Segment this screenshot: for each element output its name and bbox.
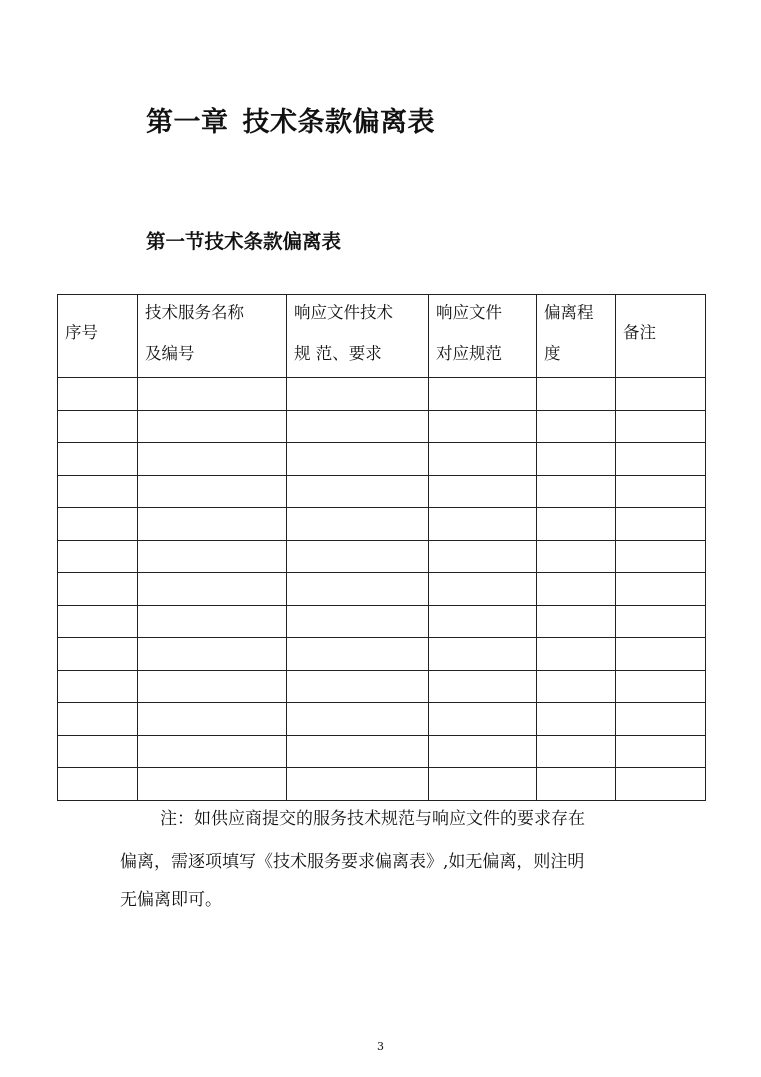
table-cell[interactable] bbox=[616, 378, 706, 411]
table-row bbox=[58, 735, 706, 768]
table-cell[interactable] bbox=[429, 703, 537, 736]
table-cell[interactable] bbox=[58, 638, 138, 671]
table-cell[interactable] bbox=[537, 670, 616, 703]
table-cell[interactable] bbox=[616, 703, 706, 736]
table-cell[interactable] bbox=[429, 605, 537, 638]
header-corresponding-spec: 响应文件 对应规范 bbox=[429, 295, 537, 378]
table-cell[interactable] bbox=[287, 605, 429, 638]
table-cell[interactable] bbox=[287, 443, 429, 476]
table-cell[interactable] bbox=[616, 540, 706, 573]
table-cell[interactable] bbox=[138, 573, 287, 606]
table-cell[interactable] bbox=[537, 605, 616, 638]
table-cell[interactable] bbox=[616, 475, 706, 508]
table-cell[interactable] bbox=[429, 638, 537, 671]
table-cell[interactable] bbox=[429, 735, 537, 768]
table-cell[interactable] bbox=[616, 735, 706, 768]
table-cell[interactable] bbox=[429, 768, 537, 801]
table-cell[interactable] bbox=[616, 443, 706, 476]
table-cell[interactable] bbox=[138, 475, 287, 508]
note-line-2: 偏离，需逐项填写《技术服务要求偏离表》,如无偏离，则注明 bbox=[120, 852, 585, 872]
table-row bbox=[58, 768, 706, 801]
table-cell[interactable] bbox=[287, 378, 429, 411]
table-row bbox=[58, 670, 706, 703]
table-cell[interactable] bbox=[537, 735, 616, 768]
table-cell[interactable] bbox=[138, 540, 287, 573]
table-cell[interactable] bbox=[616, 508, 706, 541]
table-cell[interactable] bbox=[616, 768, 706, 801]
table-cell[interactable] bbox=[537, 508, 616, 541]
table-cell[interactable] bbox=[138, 410, 287, 443]
table-cell[interactable] bbox=[429, 475, 537, 508]
table-cell[interactable] bbox=[58, 410, 138, 443]
table-cell[interactable] bbox=[287, 410, 429, 443]
table-cell[interactable] bbox=[537, 378, 616, 411]
table-cell[interactable] bbox=[287, 508, 429, 541]
table-row bbox=[58, 475, 706, 508]
header-deviation-degree: 偏离程 度 bbox=[537, 295, 616, 378]
table-cell[interactable] bbox=[616, 605, 706, 638]
table-cell[interactable] bbox=[138, 670, 287, 703]
table-cell[interactable] bbox=[429, 540, 537, 573]
table-cell[interactable] bbox=[138, 378, 287, 411]
header-service-name: 技术服务名称 及编号 bbox=[138, 295, 287, 378]
table-cell[interactable] bbox=[537, 475, 616, 508]
table-cell[interactable] bbox=[616, 670, 706, 703]
table-cell[interactable] bbox=[287, 540, 429, 573]
table-cell[interactable] bbox=[429, 508, 537, 541]
table-row bbox=[58, 540, 706, 573]
table-cell[interactable] bbox=[537, 443, 616, 476]
table-row bbox=[58, 703, 706, 736]
header-serial-number: 序号 bbox=[58, 295, 138, 378]
table-cell[interactable] bbox=[537, 540, 616, 573]
table-row bbox=[58, 508, 706, 541]
table-cell[interactable] bbox=[616, 573, 706, 606]
table-cell[interactable] bbox=[537, 573, 616, 606]
table-cell[interactable] bbox=[58, 735, 138, 768]
chapter-name: 技术条款偏离表 bbox=[242, 107, 435, 138]
table-cell[interactable] bbox=[287, 475, 429, 508]
table-cell[interactable] bbox=[287, 735, 429, 768]
table-cell[interactable] bbox=[138, 703, 287, 736]
table-cell[interactable] bbox=[58, 573, 138, 606]
table-cell[interactable] bbox=[429, 378, 537, 411]
table-cell[interactable] bbox=[429, 670, 537, 703]
section-title: 第一节技术条款偏离表 bbox=[146, 230, 342, 253]
table-cell[interactable] bbox=[287, 638, 429, 671]
header-response-spec: 响应文件技术 规 范、要求 bbox=[287, 295, 429, 378]
note-line-3: 无偏离即可。 bbox=[120, 890, 222, 910]
table-row bbox=[58, 443, 706, 476]
table-cell[interactable] bbox=[138, 443, 287, 476]
table-cell[interactable] bbox=[58, 540, 138, 573]
page-number: 3 bbox=[377, 1040, 384, 1053]
table-cell[interactable] bbox=[537, 410, 616, 443]
header-remarks: 备注 bbox=[616, 295, 706, 378]
table-cell[interactable] bbox=[429, 573, 537, 606]
table-cell[interactable] bbox=[287, 573, 429, 606]
table-cell[interactable] bbox=[287, 670, 429, 703]
note-line-1: 注：如供应商提交的服务技术规范与响应文件的要求存在 bbox=[160, 809, 585, 829]
table-cell[interactable] bbox=[616, 410, 706, 443]
table-cell[interactable] bbox=[537, 703, 616, 736]
table-cell[interactable] bbox=[58, 703, 138, 736]
table-cell[interactable] bbox=[58, 443, 138, 476]
deviation-table bbox=[57, 294, 706, 801]
table-row bbox=[58, 378, 706, 411]
table-cell[interactable] bbox=[58, 768, 138, 801]
table-cell[interactable] bbox=[138, 508, 287, 541]
chapter-number: 第一章 bbox=[146, 107, 229, 138]
table-cell[interactable] bbox=[537, 768, 616, 801]
table-cell[interactable] bbox=[58, 605, 138, 638]
table-cell[interactable] bbox=[287, 703, 429, 736]
table-cell[interactable] bbox=[287, 768, 429, 801]
table-cell[interactable] bbox=[138, 605, 287, 638]
table-cell[interactable] bbox=[58, 508, 138, 541]
table-row bbox=[58, 638, 706, 671]
table-cell[interactable] bbox=[58, 670, 138, 703]
table-cell[interactable] bbox=[537, 638, 616, 671]
table-cell[interactable] bbox=[138, 735, 287, 768]
table-body bbox=[58, 378, 706, 801]
table-cell[interactable] bbox=[58, 378, 138, 411]
table-cell[interactable] bbox=[58, 475, 138, 508]
table-cell[interactable] bbox=[429, 410, 537, 443]
table-cell[interactable] bbox=[429, 443, 537, 476]
table-header-row bbox=[58, 295, 706, 378]
table-row bbox=[58, 410, 706, 443]
chapter-title bbox=[146, 100, 435, 139]
table-row bbox=[58, 573, 706, 606]
table-row bbox=[58, 605, 706, 638]
table-cell[interactable] bbox=[138, 638, 287, 671]
table-cell[interactable] bbox=[138, 768, 287, 801]
table-cell[interactable] bbox=[616, 638, 706, 671]
